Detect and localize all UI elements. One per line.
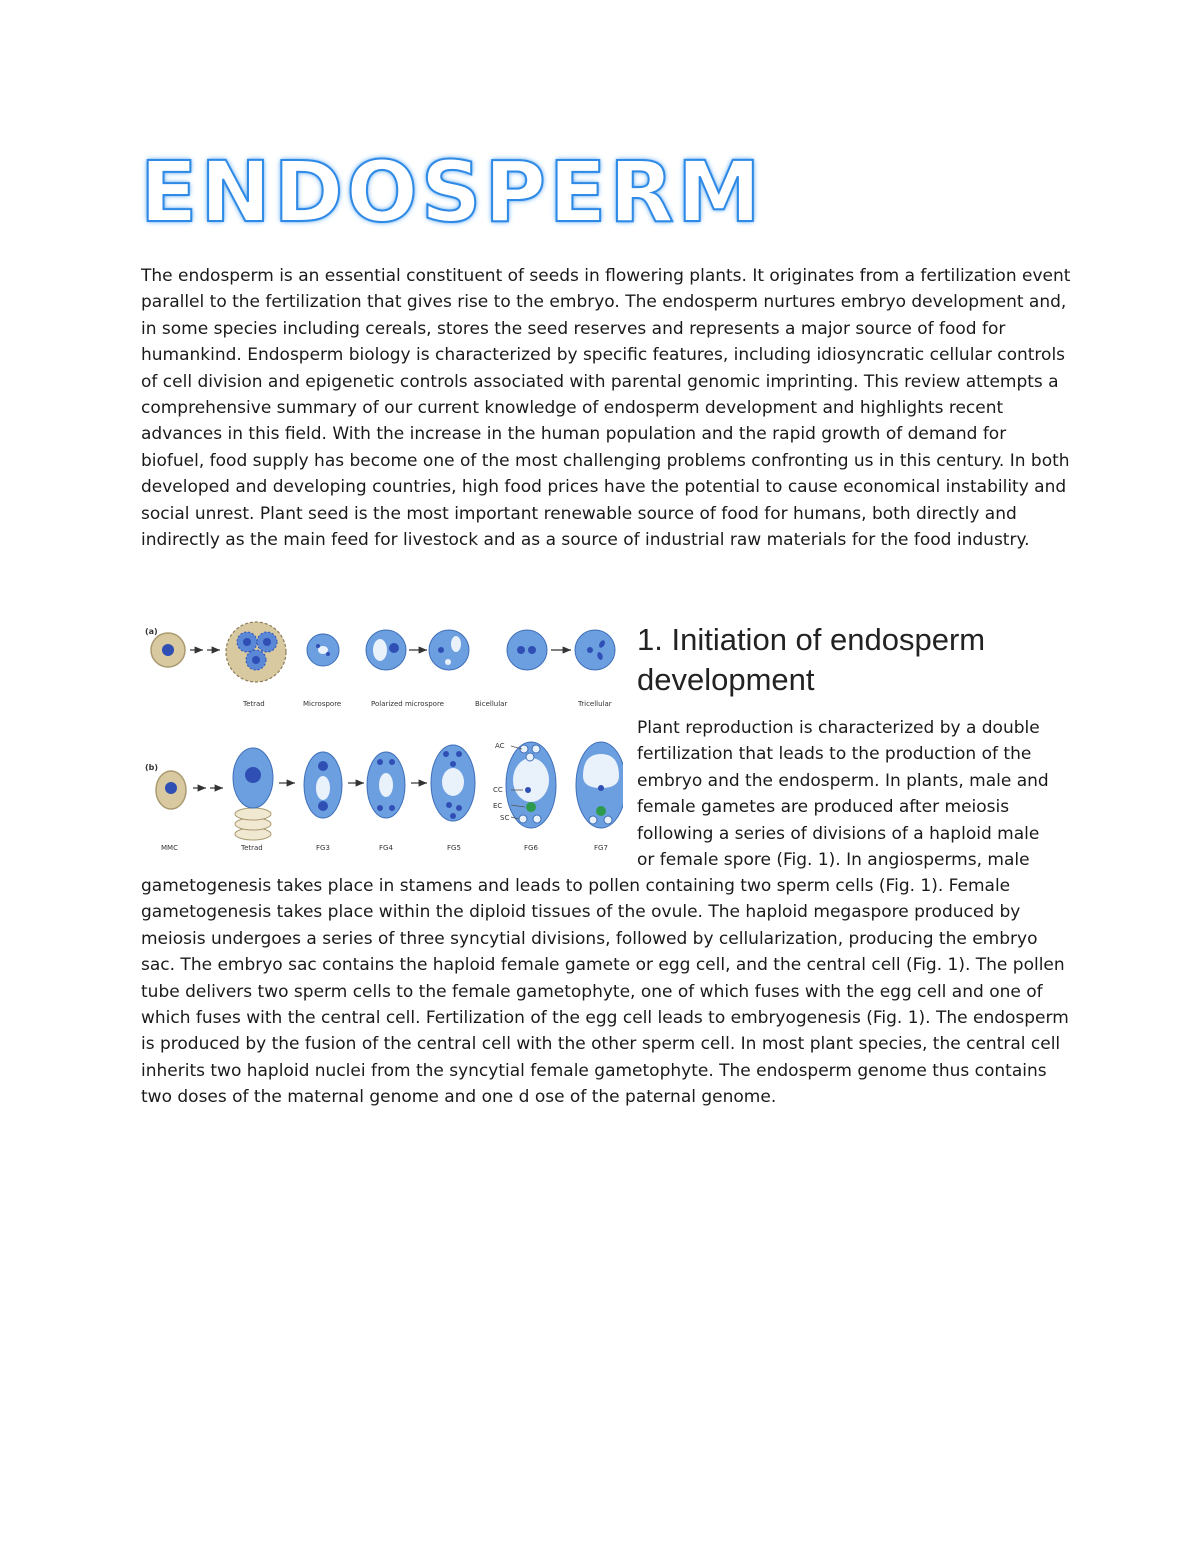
fg4-cell <box>367 752 405 818</box>
polarized-microspore-2 <box>429 630 469 670</box>
stage-label: Microspore <box>303 700 342 708</box>
fg3-cell <box>304 752 342 818</box>
document-title: ENDOSPERM <box>140 143 764 241</box>
stage-label: Tetrad <box>243 700 265 708</box>
stage-label: FG3 <box>316 844 330 852</box>
fg7-cell <box>576 742 623 828</box>
stage-label: FG6 <box>524 844 538 852</box>
figure-diagram <box>143 620 623 860</box>
section-paragraph-continued: gametogenesis takes place in stamens and leads to pollen containing two sperm cells (Fig. 1). Female gametogenesis takes place within the diploid tissues of the ovule. The haploid megaspore produced by meiosis undergoes a series of three syncytial divisions, followed by cellularization, producing the embryo sac. The embryo sac contains the haploid female gamete or egg cell, and the central cell (Fig. 1). The pollen tube delivers two sperm cells to the female gametophyte, one of which fuses with the egg cell and one of which fuses with the central cell. Fertilization of the egg cell leads to embryogenesis (Fig. 1). The endosperm is produced by the fusion of the central cell with the other sperm cell. In most plant species, the central cell inherits two haploid nuclei from the syncytial female gametophyte. The endosperm genome thus contains two doses of the maternal genome and one d ose of the paternal genome. <box>141 876 1069 1108</box>
mmc-cell-a <box>151 633 185 667</box>
stage-label: FG4 <box>379 844 393 852</box>
tricellular-pollen <box>575 630 615 670</box>
cell-label: EC <box>493 802 503 810</box>
tetrad-a <box>226 622 286 682</box>
stage-label: FG7 <box>594 844 608 852</box>
bicellular-pollen <box>507 630 547 670</box>
polarized-microspore <box>366 630 406 670</box>
panel-a-label: (a) <box>145 627 158 636</box>
stage-label: Tetrad <box>241 844 263 852</box>
mmc-cell-b <box>156 771 186 809</box>
stage-label: Polarized microspore <box>371 700 444 708</box>
cell-label: CC <box>493 786 503 794</box>
tetrad-b <box>233 748 273 840</box>
cell-label: SC <box>500 814 510 822</box>
stage-label: MMC <box>161 844 178 852</box>
panel-b-label: (b) <box>145 763 159 772</box>
stage-label: FG5 <box>447 844 461 852</box>
fg6-cell <box>506 742 556 828</box>
section-paragraph-beside-figure: Plant reproduction is characterized by a double fertilization that leads to the production of the embryo and the endosperm. In plants, male and female gametes are produced after meiosis following a series of divisions of a haploid male or female spore (Fig. 1). In angiosperms, male <box>637 718 1049 871</box>
cell-label: AC <box>495 742 505 750</box>
stage-label: Tricellular <box>578 700 612 708</box>
section-heading: 1. Initiation of endosperm development <box>637 622 986 697</box>
intro-paragraph: The endosperm is an essential constituent of seeds in flowering plants. It originates from a fertilization event parallel to the fertilization that gives rise to the embryo. The endosperm nurtures embryo development and, in some species including cereals, stores the seed reserves and represents a major source of food for humankind. Endosperm biology is characterized by specific features, including idiosyncratic cellular controls of cell division and epigenetic controls associated with parental genomic imprinting. This review attempts a comprehensive summary of our current knowledge of endosperm development and highlights recent advances in this field. With the increase in the human population and the rapid growth of demand for biofuel, food supply has become one of the most challenging problems confronting us in this century. In both developed and developing countries, high food prices have the potential to cause economical instability and social unrest. Plant seed is the most important renewable source of food for humans, both directly and indirectly as the main feed for livestock and as a source of industrial raw materials for the food industry. <box>141 266 1071 551</box>
microspore <box>307 634 339 666</box>
figure-gametogenesis <box>143 620 623 860</box>
stage-label: Bicellular <box>475 700 508 708</box>
fg5-cell <box>431 745 475 821</box>
